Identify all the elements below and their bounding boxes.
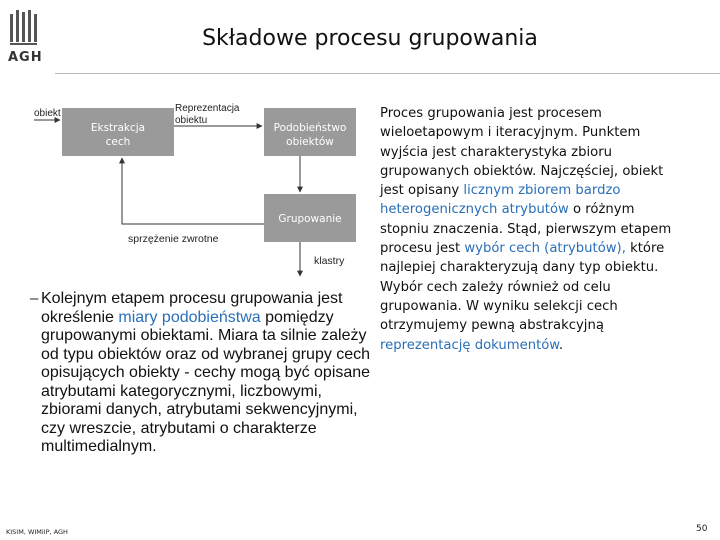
left-text-part2: pomiędzy grupowanymi obiektami. Miara ta silnie zależy od typu obiektów oraz od wybranej grupy cech opisujących obiekty - cechy mogą być opisane atrybutami kategorycznymi, liczbowymi, zbiorami danych, atrybutami sekwencyjnymi, czy wreszcie, atrybutami o charakterze multimedialnym. <box>41 308 371 455</box>
diagram-label-reprezentacja-2: obiektu <box>175 115 208 126</box>
right-text-p3: które najlepiej charakteryzują dany typ obiektu. Wybór cech zależy również od celu grupowania. W wyniku selekcji cech otrzymujemy pewną abstrakcyjną <box>380 241 665 334</box>
right-text-p4: . <box>558 337 564 353</box>
agh-logo <box>8 10 42 68</box>
right-paragraph <box>380 104 685 355</box>
box-ekstrakcja-line2: cech <box>105 136 131 148</box>
bullet-dash: – <box>30 290 39 307</box>
diagram-label-reprezentacja-1: Reprezentacja <box>175 103 240 114</box>
box-ekstrakcja-line1: Ekstrakcja <box>90 122 146 134</box>
page-title: Składowe procesu grupowania <box>202 26 538 51</box>
clustering-process-diagram <box>32 96 357 286</box>
footer-text: KISIM, WIMiIP, AGH <box>6 528 68 536</box>
page-number: 50 <box>696 524 708 534</box>
agh-logo-mark <box>8 10 42 46</box>
right-text-h1: licznym zbiorem bardzo heterogenicznych atrybutów <box>380 183 621 218</box>
right-text-h3: reprezentację dokumentów <box>380 337 559 353</box>
left-text-highlight: miary podobieństwa <box>118 308 261 326</box>
arrow-feedback <box>122 158 264 224</box>
left-text-part1: Kolejnym etapem procesu grupowania jest określenie <box>41 290 343 326</box>
right-text-p2: o różnym stopniu znaczenia. Stąd, pierwszym etapem procesu jest <box>380 202 672 257</box>
diagram-label-klastry: klastry <box>314 255 345 267</box>
title-divider <box>55 73 720 74</box>
right-text-h2: wybór cech (atrybutów), <box>464 241 626 257</box>
right-text-p1: Proces grupowania jest procesem wieloetapowym i iteracyjnym. Punktem wyjścia jest charakterystyka zbioru grupowanych obiektów. Najczęściej, obiekt jest opisany <box>380 106 664 199</box>
box-grupowanie-label: Grupowanie <box>278 213 342 225</box>
left-paragraph <box>41 290 371 457</box>
box-podobienstwo-line1: Podobieństwo <box>273 122 347 134</box>
diagram-label-obiekt: obiekt <box>34 108 61 119</box>
agh-logo-text: AGH <box>8 50 43 65</box>
diagram-label-sprzezenie: sprzężenie zwrotne <box>128 233 219 245</box>
box-podobienstwo-line2: obiektów <box>286 136 334 148</box>
